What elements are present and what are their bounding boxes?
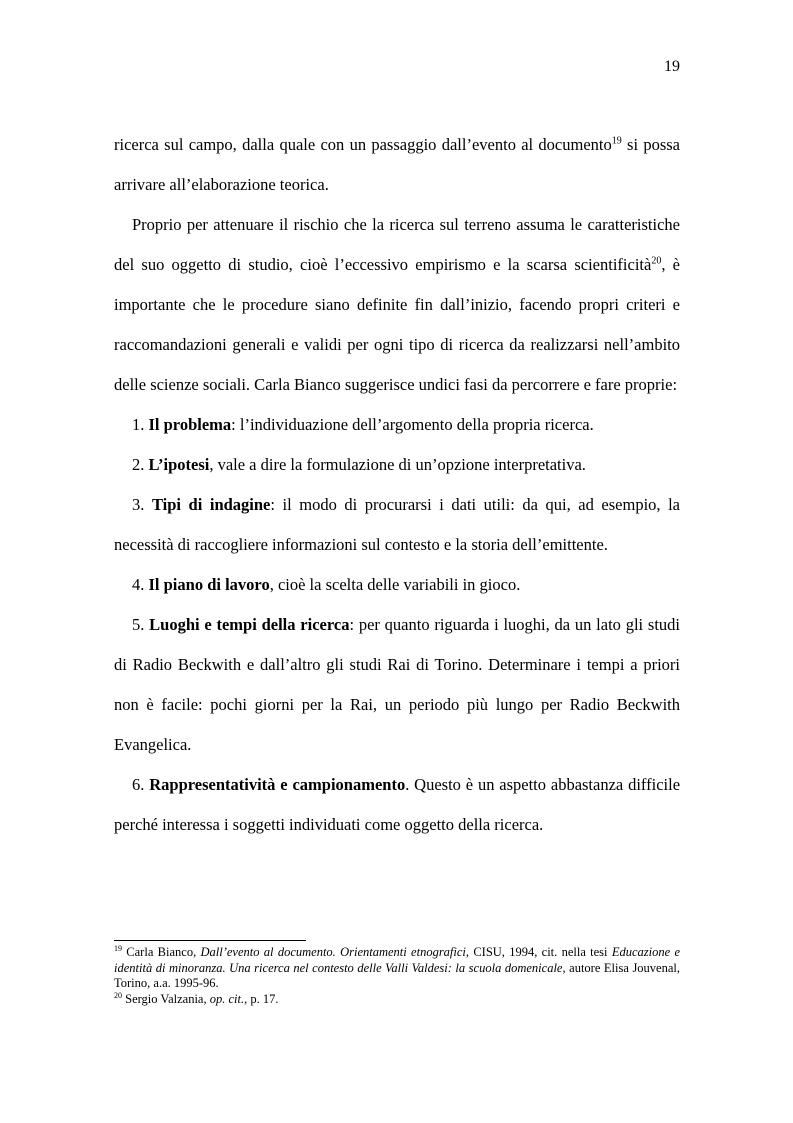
footnotes xyxy=(114,945,680,1007)
footnote-title: Dall’evento al documento. Orientamenti etnografici xyxy=(200,945,466,959)
item-text: : per quanto riguarda i luoghi, da un lato gli studi di Radio Beckwith e dall’altro gli studi Rai di Torino. Determinare i tempi a priori non è facile: pochi giorni per la Rai, un periodo più lungo per Radio Beckwith Evangelica. xyxy=(114,615,680,754)
footnote-number: 20 xyxy=(114,990,122,1000)
item-number: 5. xyxy=(132,615,145,634)
item-text: : l’individuazione dell’argomento della propria ricerca. xyxy=(231,415,594,434)
item-term: Tipi di indagine xyxy=(151,495,271,514)
item-number: 3. xyxy=(132,495,145,514)
body-text xyxy=(114,125,680,845)
item-number: 1. xyxy=(132,415,145,434)
paragraph-1 xyxy=(114,125,680,205)
item-term: Il piano di lavoro xyxy=(148,575,270,594)
footnote-ref-19[interactable]: 19 xyxy=(611,135,622,147)
paragraph-text: si possa arrivare all’elaborazione teorica. xyxy=(114,135,680,194)
list-item xyxy=(114,565,680,605)
list-item xyxy=(114,485,680,565)
footnote-text: Carla Bianco, xyxy=(122,945,201,959)
item-text: , cioè la scelta delle variabili in gioco. xyxy=(269,575,521,594)
item-text: . Questo è un aspetto abbastanza difficile perché interessa i soggetti individuati come oggetto della ricerca. xyxy=(114,775,681,834)
footnote-number: 19 xyxy=(114,943,122,953)
paragraph-text: Proprio per attenuare il rischio che la ricerca sul terreno assuma le caratteristiche del suo oggetto di studio, cioè l’eccessivo empirismo e la scarsa scientificità xyxy=(114,215,680,274)
footnote-title: Educazione e identità di minoranza. Una ricerca nel contesto delle Valli Valdesi: la scuola domenicale xyxy=(114,945,680,975)
paragraph-text: , è importante che le procedure siano definite fin dall’inizio, facendo propri criteri e raccomandazioni generali e validi per ogni tipo di ricerca da realizzarsi nell’ambito delle scienze sociali. Carla Bianco suggerisce undici fasi da percorrere e fare proprie: xyxy=(114,255,680,394)
list-item xyxy=(114,445,680,485)
item-number: 2. xyxy=(132,455,145,474)
page-number: 19 xyxy=(664,58,680,75)
footnote-20 xyxy=(114,992,680,1008)
list-item xyxy=(114,765,680,845)
list-item xyxy=(114,605,680,765)
footnote-ref-20[interactable]: 20 xyxy=(651,255,662,267)
footnote-text: , p. 17. xyxy=(244,991,279,1006)
item-term: Il problema xyxy=(148,415,232,434)
paragraph-text: ricerca sul campo, dalla quale con un passaggio dall’evento al documento xyxy=(114,135,612,154)
item-number: 4. xyxy=(132,575,145,594)
item-number: 6. xyxy=(132,775,145,794)
list-item xyxy=(114,405,680,445)
footnote-divider xyxy=(114,940,306,941)
footnote-text: , autore Elisa Jouvenal, Torino, a.a. 1995-96. xyxy=(114,960,680,990)
item-text: , vale a dire la formulazione di un’opzione interpretativa. xyxy=(209,455,586,474)
footnote-text: Sergio Valzania, xyxy=(122,991,210,1006)
item-term: Luoghi e tempi della ricerca xyxy=(149,615,350,634)
item-term: Rappresentatività e campionamento xyxy=(149,775,406,794)
footnote-text: , CISU, 1994, cit. nella tesi xyxy=(465,945,612,959)
item-term: L’ipotesi xyxy=(148,455,210,474)
item-text: : il modo di procurarsi i dati utili: da qui, ad esempio, la necessità di raccogliere informazioni sul contesto e la storia dell’emittente. xyxy=(114,495,680,554)
footnote-title: op. cit. xyxy=(209,991,245,1006)
footnote-19 xyxy=(114,945,680,992)
paragraph-2 xyxy=(114,205,680,405)
